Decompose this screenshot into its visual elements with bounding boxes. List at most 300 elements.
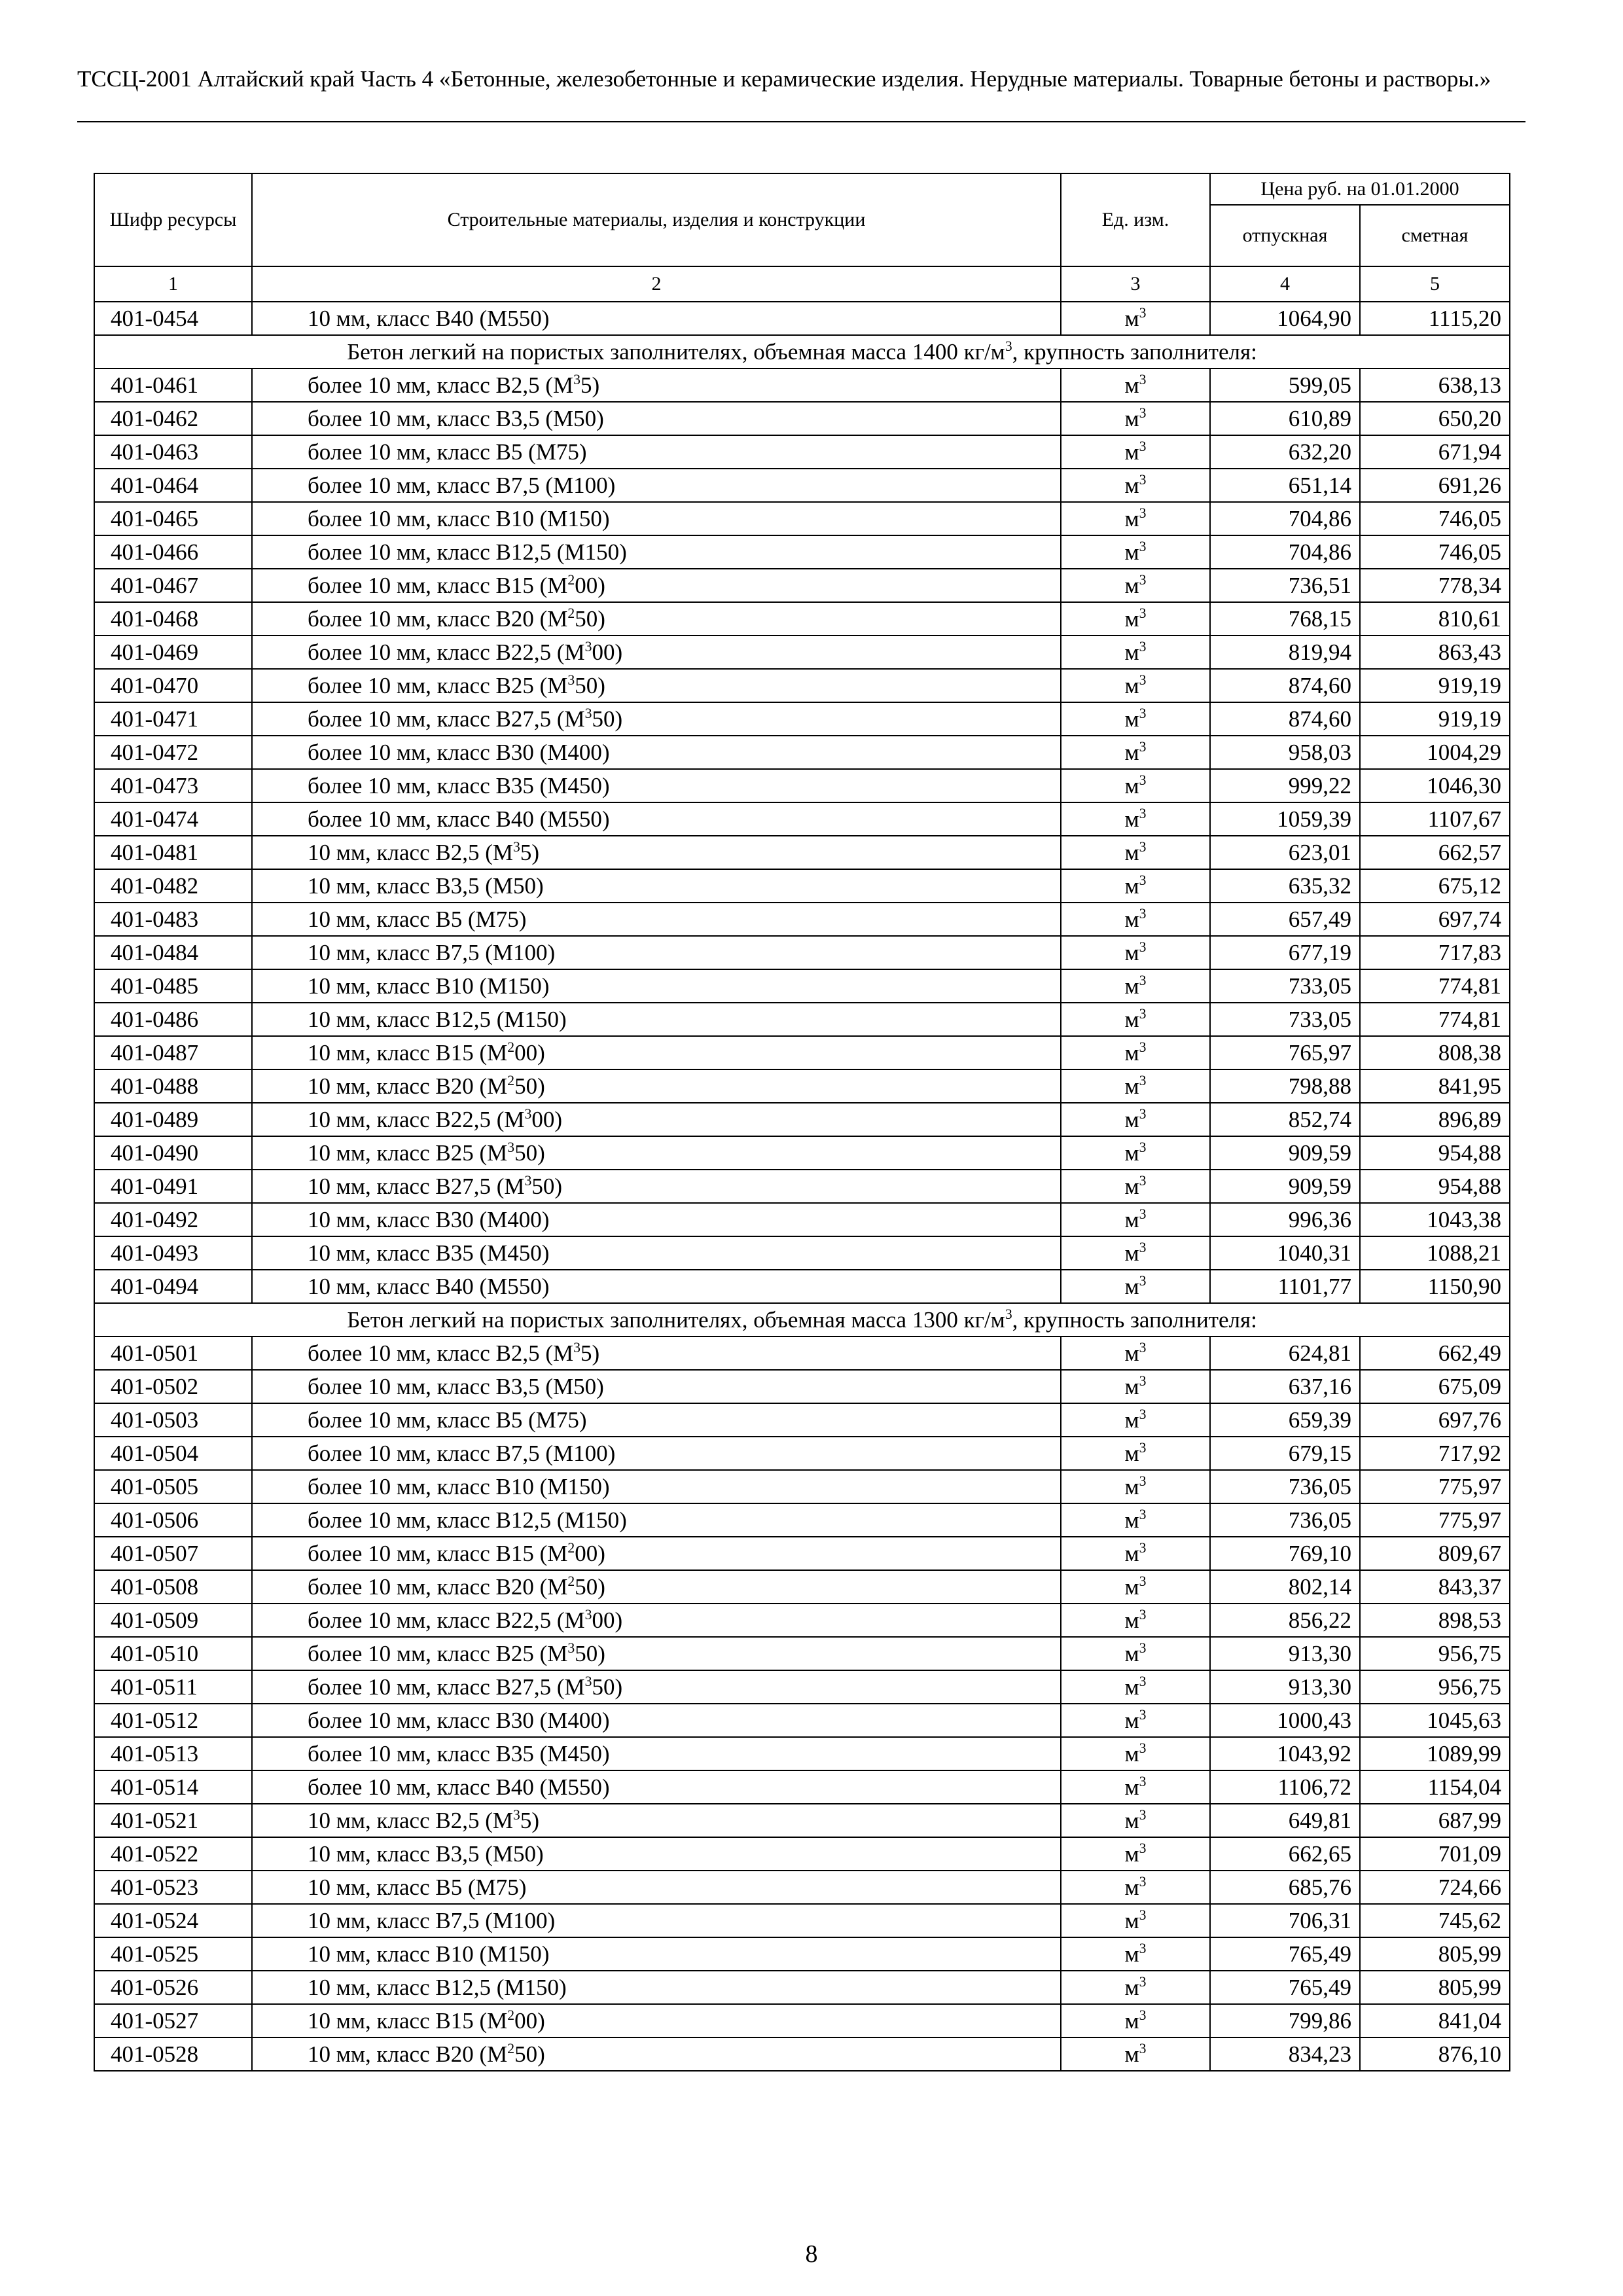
release-price: 909,59 xyxy=(1210,1170,1360,1203)
estimate-price: 697,76 xyxy=(1360,1403,1510,1437)
release-price: 913,30 xyxy=(1210,1670,1360,1704)
estimate-price: 697,74 xyxy=(1360,903,1510,936)
material-name: более 10 мм, класс В40 (М550) xyxy=(252,1770,1061,1804)
release-price: 637,16 xyxy=(1210,1370,1360,1403)
release-price: 856,22 xyxy=(1210,1604,1360,1637)
table-row xyxy=(94,1670,1510,1704)
table-row xyxy=(94,1637,1510,1670)
release-price: 733,05 xyxy=(1210,1003,1360,1036)
unit: $м^3$ xyxy=(1061,1604,1210,1637)
estimate-price: 1089,99 xyxy=(1360,1737,1510,1770)
unit: $м^3$ xyxy=(1061,1203,1210,1236)
page-number: 8 xyxy=(805,2240,818,2268)
estimate-price: 687,99 xyxy=(1360,1804,1510,1837)
unit: $м^3$ xyxy=(1061,1904,1210,1937)
release-price: 736,05 xyxy=(1210,1470,1360,1503)
material-name: более 10 мм, класс В20 $(М^250)$ xyxy=(252,1570,1061,1604)
unit: $м^3$ xyxy=(1061,636,1210,669)
release-price: 999,22 xyxy=(1210,769,1360,802)
estimate-price: 956,75 xyxy=(1360,1637,1510,1670)
material-name: более 10 мм, класс В12,5 (М150) xyxy=(252,1503,1061,1537)
material-name: 10 мм, класс В25 $(М^350)$ xyxy=(252,1136,1061,1170)
material-name: более 10 мм, класс В25 $(М^350)$ xyxy=(252,669,1061,702)
table-row xyxy=(94,469,1510,502)
resource-code: 401-0482 xyxy=(94,869,252,903)
resource-code: 401-0525 xyxy=(94,1937,252,1971)
release-price: 635,32 xyxy=(1210,869,1360,903)
table-row xyxy=(94,669,1510,702)
estimate-price: 662,49 xyxy=(1360,1336,1510,1370)
material-name: 10 мм, класс В12,5 (М150) xyxy=(252,1971,1061,2004)
estimate-price: 1150,90 xyxy=(1360,1270,1510,1303)
table-row xyxy=(94,569,1510,602)
estimate-price: 805,99 xyxy=(1360,1937,1510,1971)
unit: $м^3$ xyxy=(1061,936,1210,969)
table-row xyxy=(94,1336,1510,1370)
unit: $м^3$ xyxy=(1061,1637,1210,1670)
release-price: 704,86 xyxy=(1210,502,1360,535)
resource-code: 401-0470 xyxy=(94,669,252,702)
release-price: 798,88 xyxy=(1210,1069,1360,1103)
unit: $м^3$ xyxy=(1061,1837,1210,1871)
unit: $м^3$ xyxy=(1061,1971,1210,2004)
resource-code: 401-0466 xyxy=(94,535,252,569)
unit: $м^3$ xyxy=(1061,1370,1210,1403)
unit: $м^3$ xyxy=(1061,402,1210,435)
unit: $м^3$ xyxy=(1061,1437,1210,1470)
estimate-price: 717,83 xyxy=(1360,936,1510,969)
release-price: 1106,72 xyxy=(1210,1770,1360,1804)
estimate-price: 1154,04 xyxy=(1360,1770,1510,1804)
release-price: 662,65 xyxy=(1210,1837,1360,1871)
resource-code: 401-0524 xyxy=(94,1904,252,1937)
estimate-price: 954,88 xyxy=(1360,1170,1510,1203)
unit: $м^3$ xyxy=(1061,535,1210,569)
resource-code: 401-0491 xyxy=(94,1170,252,1203)
table-row xyxy=(94,1403,1510,1437)
section-heading-row xyxy=(94,335,1510,368)
unit: $м^3$ xyxy=(1061,435,1210,469)
unit: $м^3$ xyxy=(1061,769,1210,802)
material-name: более 10 мм, класс В25 $(М^350)$ xyxy=(252,1637,1061,1670)
release-price: 799,86 xyxy=(1210,2004,1360,2037)
resource-code: 401-0511 xyxy=(94,1670,252,1704)
material-name: 10 мм, класс В15 $(М^200)$ xyxy=(252,2004,1061,2037)
resource-code: 401-0513 xyxy=(94,1737,252,1770)
unit: $м^3$ xyxy=(1061,1804,1210,1837)
unit: $м^3$ xyxy=(1061,1871,1210,1904)
unit: $м^3$ xyxy=(1061,1236,1210,1270)
resource-code: 401-0454 xyxy=(94,302,252,335)
material-name: 10 мм, класс В20 $(М^250)$ xyxy=(252,1069,1061,1103)
material-name: более 10 мм, класс В5 (М75) xyxy=(252,435,1061,469)
release-price: 1043,92 xyxy=(1210,1737,1360,1770)
release-price: 1040,31 xyxy=(1210,1236,1360,1270)
material-name: более 10 мм, класс В2,5 $(М^35)$ xyxy=(252,1336,1061,1370)
resource-code: 401-0461 xyxy=(94,368,252,402)
material-name: 10 мм, класс В30 (М400) xyxy=(252,1203,1061,1236)
release-price: 623,01 xyxy=(1210,836,1360,869)
unit: $м^3$ xyxy=(1061,1103,1210,1136)
table-row xyxy=(94,969,1510,1003)
material-name: 10 мм, класс В10 (М150) xyxy=(252,969,1061,1003)
resource-code: 401-0487 xyxy=(94,1036,252,1069)
col-number: 2 xyxy=(252,266,1061,302)
unit: $м^3$ xyxy=(1061,736,1210,769)
table-row xyxy=(94,869,1510,903)
estimate-price: 717,92 xyxy=(1360,1437,1510,1470)
resource-code: 401-0509 xyxy=(94,1604,252,1637)
release-price: 909,59 xyxy=(1210,1136,1360,1170)
release-price: 599,05 xyxy=(1210,368,1360,402)
material-name: 10 мм, класс В15 $(М^200)$ xyxy=(252,1036,1061,1069)
release-price: 624,81 xyxy=(1210,1336,1360,1370)
estimate-price: 863,43 xyxy=(1360,636,1510,669)
release-price: 1064,90 xyxy=(1210,302,1360,335)
material-name: 10 мм, класс В3,5 (М50) xyxy=(252,1837,1061,1871)
resource-code: 401-0522 xyxy=(94,1837,252,1871)
release-price: 736,51 xyxy=(1210,569,1360,602)
table-row xyxy=(94,602,1510,636)
unit: $м^3$ xyxy=(1061,368,1210,402)
material-name: 10 мм, класс В5 (М75) xyxy=(252,903,1061,936)
table-row xyxy=(94,1136,1510,1170)
resource-code: 401-0469 xyxy=(94,636,252,669)
unit: $м^3$ xyxy=(1061,1336,1210,1370)
table-row xyxy=(94,702,1510,736)
estimate-price: 1045,63 xyxy=(1360,1704,1510,1737)
unit: $м^3$ xyxy=(1061,1770,1210,1804)
table-row xyxy=(94,1604,1510,1637)
resource-code: 401-0521 xyxy=(94,1804,252,1837)
release-price: 677,19 xyxy=(1210,936,1360,969)
material-name: более 10 мм, класс В7,5 (М100) xyxy=(252,469,1061,502)
material-name: 10 мм, класс В2,5 $(М^35)$ xyxy=(252,836,1061,869)
unit: $м^3$ xyxy=(1061,969,1210,1003)
col-number: 1 xyxy=(94,266,252,302)
estimate-price: 701,09 xyxy=(1360,1837,1510,1871)
table-row xyxy=(94,1236,1510,1270)
unit: $м^3$ xyxy=(1061,1537,1210,1570)
resource-code: 401-0473 xyxy=(94,769,252,802)
unit: $м^3$ xyxy=(1061,502,1210,535)
release-price: 852,74 xyxy=(1210,1103,1360,1136)
table-row xyxy=(94,1871,1510,1904)
release-price: 657,49 xyxy=(1210,903,1360,936)
material-name: более 10 мм, класс В22,5 $(М^300)$ xyxy=(252,636,1061,669)
unit: $м^3$ xyxy=(1061,1170,1210,1203)
resource-code: 401-0481 xyxy=(94,836,252,869)
unit: $м^3$ xyxy=(1061,836,1210,869)
estimate-price: 671,94 xyxy=(1360,435,1510,469)
estimate-price: 810,61 xyxy=(1360,602,1510,636)
table-row xyxy=(94,1837,1510,1871)
material-name: более 10 мм, класс В15 $(М^200)$ xyxy=(252,569,1061,602)
col-header-estimate-price: сметная xyxy=(1360,205,1510,266)
resource-code: 401-0465 xyxy=(94,502,252,535)
unit: $м^3$ xyxy=(1061,2037,1210,2071)
release-price: 913,30 xyxy=(1210,1637,1360,1670)
estimate-price: 775,97 xyxy=(1360,1470,1510,1503)
table-row xyxy=(94,736,1510,769)
col-number: 4 xyxy=(1210,266,1360,302)
unit: $м^3$ xyxy=(1061,1470,1210,1503)
estimate-price: 650,20 xyxy=(1360,402,1510,435)
release-price: 768,15 xyxy=(1210,602,1360,636)
table-row xyxy=(94,1503,1510,1537)
material-name: 10 мм, класс В35 (М450) xyxy=(252,1236,1061,1270)
material-name: более 10 мм, класс В35 (М450) xyxy=(252,769,1061,802)
table-row xyxy=(94,1270,1510,1303)
unit: $м^3$ xyxy=(1061,569,1210,602)
material-name: более 10 мм, класс В27,5 $(М^350)$ xyxy=(252,702,1061,736)
resource-code: 401-0514 xyxy=(94,1770,252,1804)
estimate-price: 724,66 xyxy=(1360,1871,1510,1904)
table-row xyxy=(94,2004,1510,2037)
resource-code: 401-0492 xyxy=(94,1203,252,1236)
table-row xyxy=(94,836,1510,869)
resource-code: 401-0474 xyxy=(94,802,252,836)
release-price: 733,05 xyxy=(1210,969,1360,1003)
unit: $м^3$ xyxy=(1061,1069,1210,1103)
release-price: 874,60 xyxy=(1210,669,1360,702)
estimate-price: 919,19 xyxy=(1360,702,1510,736)
release-price: 996,36 xyxy=(1210,1203,1360,1236)
estimate-price: 746,05 xyxy=(1360,535,1510,569)
unit: $м^3$ xyxy=(1061,602,1210,636)
table-row xyxy=(94,1937,1510,1971)
table-row xyxy=(94,1570,1510,1604)
release-price: 765,49 xyxy=(1210,1937,1360,1971)
resource-code: 401-0523 xyxy=(94,1871,252,1904)
estimate-price: 1107,67 xyxy=(1360,802,1510,836)
estimate-price: 808,38 xyxy=(1360,1036,1510,1069)
material-name: более 10 мм, класс В30 (М400) xyxy=(252,1704,1061,1737)
release-price: 874,60 xyxy=(1210,702,1360,736)
estimate-price: 774,81 xyxy=(1360,969,1510,1003)
material-name: более 10 мм, класс В35 (М450) xyxy=(252,1737,1061,1770)
price-table xyxy=(94,173,1510,2072)
resource-code: 401-0506 xyxy=(94,1503,252,1537)
table-row xyxy=(94,1103,1510,1136)
unit: $м^3$ xyxy=(1061,1570,1210,1604)
material-name: более 10 мм, класс В10 (М150) xyxy=(252,502,1061,535)
col-header-code: Шифр ресурсы xyxy=(94,173,252,266)
release-price: 736,05 xyxy=(1210,1503,1360,1537)
unit: $м^3$ xyxy=(1061,669,1210,702)
table-row xyxy=(94,1704,1510,1737)
estimate-price: 775,97 xyxy=(1360,1503,1510,1537)
material-name: 10 мм, класс В40 (М550) xyxy=(252,1270,1061,1303)
resource-code: 401-0505 xyxy=(94,1470,252,1503)
resource-code: 401-0467 xyxy=(94,569,252,602)
resource-code: 401-0507 xyxy=(94,1537,252,1570)
table-row xyxy=(94,1537,1510,1570)
release-price: 610,89 xyxy=(1210,402,1360,435)
release-price: 834,23 xyxy=(1210,2037,1360,2071)
estimate-price: 1046,30 xyxy=(1360,769,1510,802)
table-row xyxy=(94,535,1510,569)
table-body xyxy=(94,302,1510,2071)
resource-code: 401-0503 xyxy=(94,1403,252,1437)
material-name: более 10 мм, класс В15 $(М^200)$ xyxy=(252,1537,1061,1570)
estimate-price: 778,34 xyxy=(1360,569,1510,602)
unit: $м^3$ xyxy=(1061,869,1210,903)
estimate-price: 675,09 xyxy=(1360,1370,1510,1403)
estimate-price: 675,12 xyxy=(1360,869,1510,903)
resource-code: 401-0510 xyxy=(94,1637,252,1670)
table-row xyxy=(94,936,1510,969)
material-name: 10 мм, класс В7,5 (М100) xyxy=(252,936,1061,969)
material-name: более 10 мм, класс В30 (М400) xyxy=(252,736,1061,769)
table-row xyxy=(94,2037,1510,2071)
material-name: более 10 мм, класс В2,5 $(М^35)$ xyxy=(252,368,1061,402)
section-heading: Бетон легкий на пористых заполнителях, объемная масса 1300 $кг/м^3$, крупность заполнителя: xyxy=(94,1303,1510,1336)
unit: $м^3$ xyxy=(1061,302,1210,335)
resource-code: 401-0504 xyxy=(94,1437,252,1470)
col-number: 5 xyxy=(1360,266,1510,302)
table-row xyxy=(94,1170,1510,1203)
resource-code: 401-0528 xyxy=(94,2037,252,2071)
material-name: более 10 мм, класс В3,5 (М50) xyxy=(252,402,1061,435)
material-name: 10 мм, класс В7,5 (М100) xyxy=(252,1904,1061,1937)
release-price: 706,31 xyxy=(1210,1904,1360,1937)
estimate-price: 1088,21 xyxy=(1360,1236,1510,1270)
resource-code: 401-0494 xyxy=(94,1270,252,1303)
table-row xyxy=(94,402,1510,435)
table-row xyxy=(94,1904,1510,1937)
resource-code: 401-0462 xyxy=(94,402,252,435)
material-name: более 10 мм, класс В10 (М150) xyxy=(252,1470,1061,1503)
release-price: 1101,77 xyxy=(1210,1270,1360,1303)
table-row xyxy=(94,368,1510,402)
unit: $м^3$ xyxy=(1061,1036,1210,1069)
resource-code: 401-0484 xyxy=(94,936,252,969)
estimate-price: 809,67 xyxy=(1360,1537,1510,1570)
col-header-name: Строительные материалы, изделия и конструкции xyxy=(252,173,1061,266)
table-row xyxy=(94,903,1510,936)
material-name: более 10 мм, класс В20 $(М^250)$ xyxy=(252,602,1061,636)
material-name: более 10 мм, класс В12,5 (М150) xyxy=(252,535,1061,569)
release-price: 802,14 xyxy=(1210,1570,1360,1604)
resource-code: 401-0526 xyxy=(94,1971,252,2004)
release-price: 958,03 xyxy=(1210,736,1360,769)
resource-code: 401-0468 xyxy=(94,602,252,636)
unit: $м^3$ xyxy=(1061,702,1210,736)
release-price: 659,39 xyxy=(1210,1403,1360,1437)
table-row xyxy=(94,1470,1510,1503)
release-price: 1000,43 xyxy=(1210,1704,1360,1737)
resource-code: 401-0488 xyxy=(94,1069,252,1103)
estimate-price: 662,57 xyxy=(1360,836,1510,869)
table-row xyxy=(94,1971,1510,2004)
table-row xyxy=(94,1437,1510,1470)
estimate-price: 638,13 xyxy=(1360,368,1510,402)
unit: $м^3$ xyxy=(1061,2004,1210,2037)
resource-code: 401-0463 xyxy=(94,435,252,469)
resource-code: 401-0490 xyxy=(94,1136,252,1170)
unit: $м^3$ xyxy=(1061,1670,1210,1704)
unit: $м^3$ xyxy=(1061,903,1210,936)
resource-code: 401-0485 xyxy=(94,969,252,1003)
unit: $м^3$ xyxy=(1061,1136,1210,1170)
resource-code: 401-0493 xyxy=(94,1236,252,1270)
unit: $м^3$ xyxy=(1061,1403,1210,1437)
table-row xyxy=(94,802,1510,836)
estimate-price: 1043,38 xyxy=(1360,1203,1510,1236)
estimate-price: 843,37 xyxy=(1360,1570,1510,1604)
resource-code: 401-0508 xyxy=(94,1570,252,1604)
material-name: 10 мм, класс В22,5 $(М^300)$ xyxy=(252,1103,1061,1136)
release-price: 1059,39 xyxy=(1210,802,1360,836)
table-row xyxy=(94,302,1510,335)
estimate-price: 1115,20 xyxy=(1360,302,1510,335)
estimate-price: 956,75 xyxy=(1360,1670,1510,1704)
unit: $м^3$ xyxy=(1061,1937,1210,1971)
table-row xyxy=(94,435,1510,469)
col-header-release-price: отпускная xyxy=(1210,205,1360,266)
table-row xyxy=(94,1036,1510,1069)
release-price: 685,76 xyxy=(1210,1871,1360,1904)
col-header-price-group: Цена руб. на 01.01.2000 xyxy=(1210,173,1510,205)
release-price: 649,81 xyxy=(1210,1804,1360,1837)
material-name: 10 мм, класс В10 (М150) xyxy=(252,1937,1061,1971)
col-number: 3 xyxy=(1061,266,1210,302)
estimate-price: 1004,29 xyxy=(1360,736,1510,769)
resource-code: 401-0464 xyxy=(94,469,252,502)
header-divider xyxy=(77,121,1525,122)
resource-code: 401-0471 xyxy=(94,702,252,736)
estimate-price: 898,53 xyxy=(1360,1604,1510,1637)
material-name: 10 мм, класс В12,5 (М150) xyxy=(252,1003,1061,1036)
resource-code: 401-0502 xyxy=(94,1370,252,1403)
estimate-price: 745,62 xyxy=(1360,1904,1510,1937)
material-name: 10 мм, класс В27,5 $(М^350)$ xyxy=(252,1170,1061,1203)
table-row xyxy=(94,1203,1510,1236)
release-price: 765,97 xyxy=(1210,1036,1360,1069)
material-name: более 10 мм, класс В27,5 $(М^350)$ xyxy=(252,1670,1061,1704)
unit: $м^3$ xyxy=(1061,1003,1210,1036)
release-price: 819,94 xyxy=(1210,636,1360,669)
section-heading: Бетон легкий на пористых заполнителях, объемная масса 1400 $кг/м^3$, крупность заполнителя: xyxy=(94,335,1510,368)
resource-code: 401-0512 xyxy=(94,1704,252,1737)
table-row xyxy=(94,1069,1510,1103)
release-price: 704,86 xyxy=(1210,535,1360,569)
material-name: 10 мм, класс В20 $(М^250)$ xyxy=(252,2037,1061,2071)
resource-code: 401-0501 xyxy=(94,1336,252,1370)
resource-code: 401-0527 xyxy=(94,2004,252,2037)
release-price: 769,10 xyxy=(1210,1537,1360,1570)
material-name: 10 мм, класс В5 (М75) xyxy=(252,1871,1061,1904)
col-header-unit: Ед. изм. xyxy=(1061,173,1210,266)
table-row xyxy=(94,502,1510,535)
estimate-price: 746,05 xyxy=(1360,502,1510,535)
resource-code: 401-0486 xyxy=(94,1003,252,1036)
release-price: 632,20 xyxy=(1210,435,1360,469)
estimate-price: 841,95 xyxy=(1360,1069,1510,1103)
resource-code: 401-0483 xyxy=(94,903,252,936)
estimate-price: 691,26 xyxy=(1360,469,1510,502)
table-row xyxy=(94,1003,1510,1036)
unit: $м^3$ xyxy=(1061,802,1210,836)
material-name: более 10 мм, класс В22,5 $(М^300)$ xyxy=(252,1604,1061,1637)
unit: $м^3$ xyxy=(1061,1270,1210,1303)
table-row xyxy=(94,769,1510,802)
estimate-price: 774,81 xyxy=(1360,1003,1510,1036)
resource-code: 401-0489 xyxy=(94,1103,252,1136)
table-row xyxy=(94,1737,1510,1770)
table-row xyxy=(94,1370,1510,1403)
